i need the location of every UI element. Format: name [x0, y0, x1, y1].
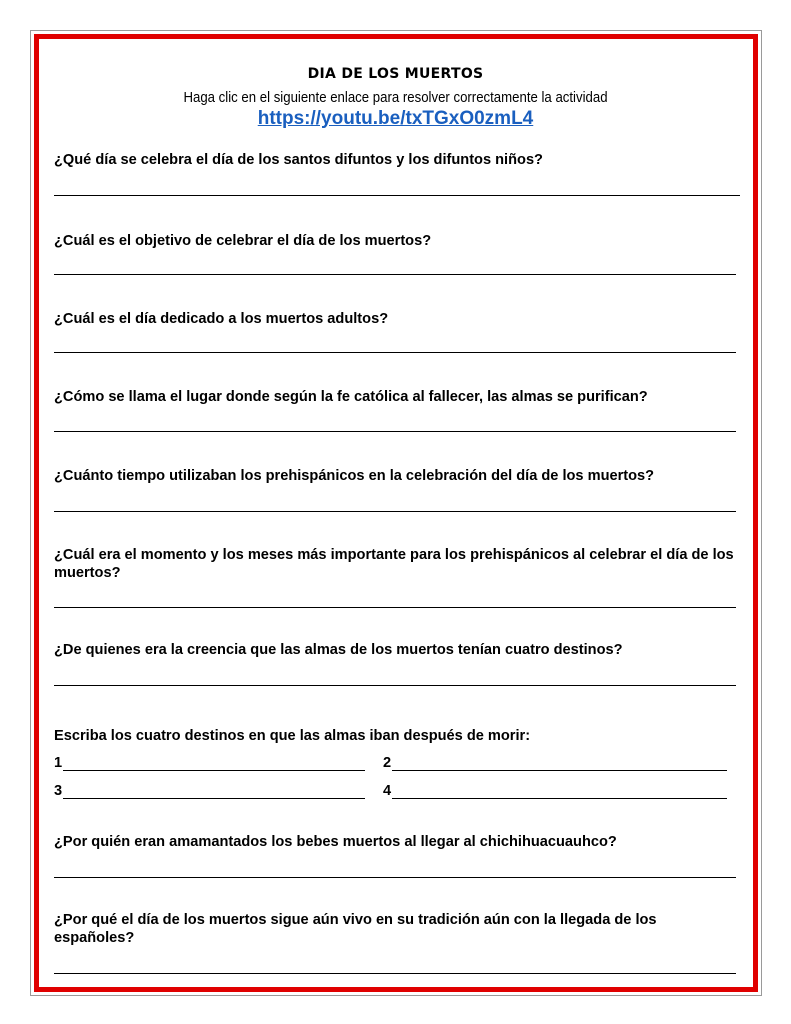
answer-line-10[interactable]: [54, 973, 736, 974]
destination-3-line[interactable]: [63, 798, 365, 799]
question-7: ¿De quienes era la creencia que las almas de los muertos tenían cuatro destinos?: [54, 642, 623, 658]
question-6: ¿Cuál era el momento y los meses más importante para los prehispánicos al celebrar el día de los muertos?: [54, 547, 734, 581]
answer-line-2[interactable]: [54, 274, 736, 275]
question-8: Escriba los cuatro destinos en que las almas iban después de morir:: [54, 728, 531, 744]
destination-1-line[interactable]: [63, 770, 365, 771]
destination-4-line[interactable]: [392, 798, 727, 799]
question-10: ¿Por qué el día de los muertos sigue aún vivo en su tradición aún con la llegada de los españoles?: [54, 912, 657, 946]
question-5: ¿Cuánto tiempo utilizaban los prehispánicos en la celebración del día de los muertos?: [54, 468, 655, 484]
question-3: ¿Cuál es el día dedicado a los muertos adultos?: [54, 311, 389, 327]
answer-line-6[interactable]: [54, 607, 736, 608]
destination-3-label: 3: [54, 783, 63, 799]
answer-line-5[interactable]: [54, 511, 736, 512]
video-link[interactable]: [0, 108, 791, 130]
worksheet-instructions: Haga clic en el siguiente enlace para resolver correctamente la actividad: [183, 89, 608, 106]
answer-line-7[interactable]: [54, 685, 736, 686]
video-link-anchor[interactable]: https://youtu.be/txTGxO0zmL4: [257, 108, 534, 129]
answer-line-3[interactable]: [54, 352, 736, 353]
destination-2-line[interactable]: [392, 770, 727, 771]
question-1: ¿Qué día se celebra el día de los santos difuntos y los difuntos niños?: [54, 152, 543, 168]
answer-line-4[interactable]: [54, 431, 736, 432]
question-9: ¿Por quién eran amamantados los bebes muertos al llegar al chichihuacuauhco?: [54, 834, 617, 850]
worksheet-title: DIA DE LOS MUERTOS: [307, 66, 484, 82]
question-4: ¿Cómo se llama el lugar donde según la fe católica al fallecer, las almas se purifican?: [54, 389, 648, 405]
destination-4-label: 4: [383, 783, 392, 799]
destination-2-label: 2: [383, 755, 392, 771]
question-2: ¿Cuál es el objetivo de celebrar el día de los muertos?: [54, 233, 432, 249]
answer-line-1[interactable]: [54, 195, 740, 196]
answer-line-9[interactable]: [54, 877, 736, 878]
destination-1-label: 1: [54, 755, 63, 771]
